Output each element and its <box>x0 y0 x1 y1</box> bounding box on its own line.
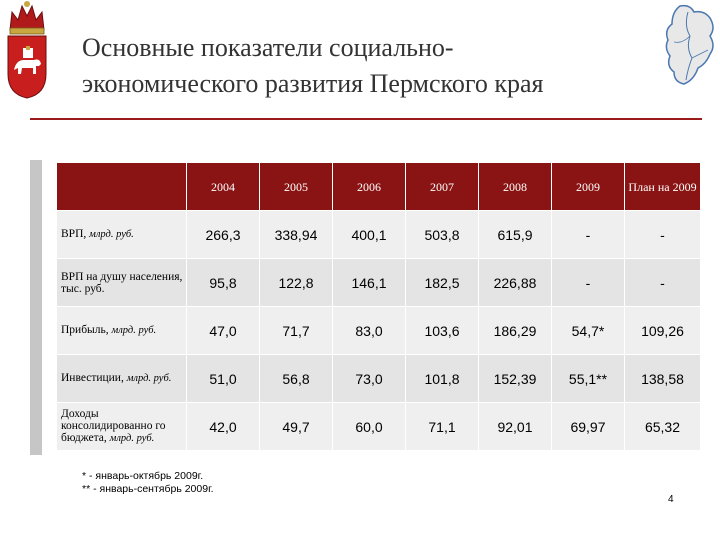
table-cell: 42,0 <box>187 403 260 451</box>
column-header: 2009 <box>552 163 625 211</box>
table-cell: 615,9 <box>479 211 552 259</box>
table-cell: 83,0 <box>333 307 406 355</box>
row-unit: млрд. руб. <box>89 229 134 240</box>
left-accent-bar <box>30 160 42 455</box>
table-cell: 65,32 <box>625 403 701 451</box>
table-cell: - <box>625 211 701 259</box>
row-label <box>57 355 187 403</box>
table-cell: 55,1** <box>552 355 625 403</box>
perm-krai-map-icon <box>660 2 718 88</box>
row-label-text: Прибыль, <box>61 324 109 336</box>
row-label-text: Инвестиции, <box>61 372 124 384</box>
page-title <box>82 30 642 102</box>
row-label-text: ВРП, <box>61 228 87 240</box>
table-cell: 122,8 <box>260 259 333 307</box>
table-cell: 71,1 <box>406 403 479 451</box>
title-line-2: экономического развития Пермского края <box>82 69 544 98</box>
row-unit: млрд. руб. <box>126 373 172 384</box>
row-label <box>57 211 187 259</box>
row-unit: млрд. руб. <box>109 433 155 444</box>
column-header: 2006 <box>333 163 406 211</box>
table-row <box>57 259 701 307</box>
table-cell: 226,88 <box>479 259 552 307</box>
table-cell: 92,01 <box>479 403 552 451</box>
table-cell: 47,0 <box>187 307 260 355</box>
table-cell: 182,5 <box>406 259 479 307</box>
table-cell: 400,1 <box>333 211 406 259</box>
table-cell: 101,8 <box>406 355 479 403</box>
row-label <box>57 259 187 307</box>
table-cell: 69,97 <box>552 403 625 451</box>
table-cell: 503,8 <box>406 211 479 259</box>
table-row <box>57 211 701 259</box>
column-header: 2004 <box>187 163 260 211</box>
table-cell: 186,29 <box>479 307 552 355</box>
row-label-text: Доходы консолидированно го бюджета, <box>61 408 166 444</box>
perm-coat-of-arms-icon <box>4 0 50 100</box>
row-label <box>57 307 187 355</box>
footnote-1: * - январь-октябрь 2009г. <box>82 470 204 482</box>
table-row <box>57 307 701 355</box>
table-row <box>57 355 701 403</box>
header-corner-cell <box>57 163 187 211</box>
table-cell: 146,1 <box>333 259 406 307</box>
table-header-row <box>57 163 701 211</box>
footnote-2: ** - январь-сентябрь 2009г. <box>82 483 214 495</box>
table-cell: 152,39 <box>479 355 552 403</box>
table-cell: 103,6 <box>406 307 479 355</box>
title-line-1: Основные показатели социально- <box>82 33 454 62</box>
table-cell: 95,8 <box>187 259 260 307</box>
column-header: План на 2009 <box>625 163 701 211</box>
table-cell: 138,58 <box>625 355 701 403</box>
table-cell: 49,7 <box>260 403 333 451</box>
table-cell: 54,7* <box>552 307 625 355</box>
table-cell: 60,0 <box>333 403 406 451</box>
table-cell: 71,7 <box>260 307 333 355</box>
column-header: 2008 <box>479 163 552 211</box>
row-label <box>57 403 187 451</box>
table-cell: 73,0 <box>333 355 406 403</box>
table-cell: 266,3 <box>187 211 260 259</box>
page-number: 4 <box>668 494 674 505</box>
column-header: 2005 <box>260 163 333 211</box>
column-header: 2007 <box>406 163 479 211</box>
table-cell: 338,94 <box>260 211 333 259</box>
table-cell: - <box>552 259 625 307</box>
indicators-table <box>56 162 701 451</box>
table-row <box>57 403 701 451</box>
table-cell: - <box>552 211 625 259</box>
table-cell: 51,0 <box>187 355 260 403</box>
row-unit: млрд. руб. <box>111 325 157 336</box>
title-divider <box>30 118 702 120</box>
table-cell: 109,26 <box>625 307 701 355</box>
footnotes <box>82 470 214 496</box>
table-cell: 56,8 <box>260 355 333 403</box>
row-label-text: ВРП на душу населения, тыс. руб. <box>61 270 183 295</box>
table-cell: - <box>625 259 701 307</box>
